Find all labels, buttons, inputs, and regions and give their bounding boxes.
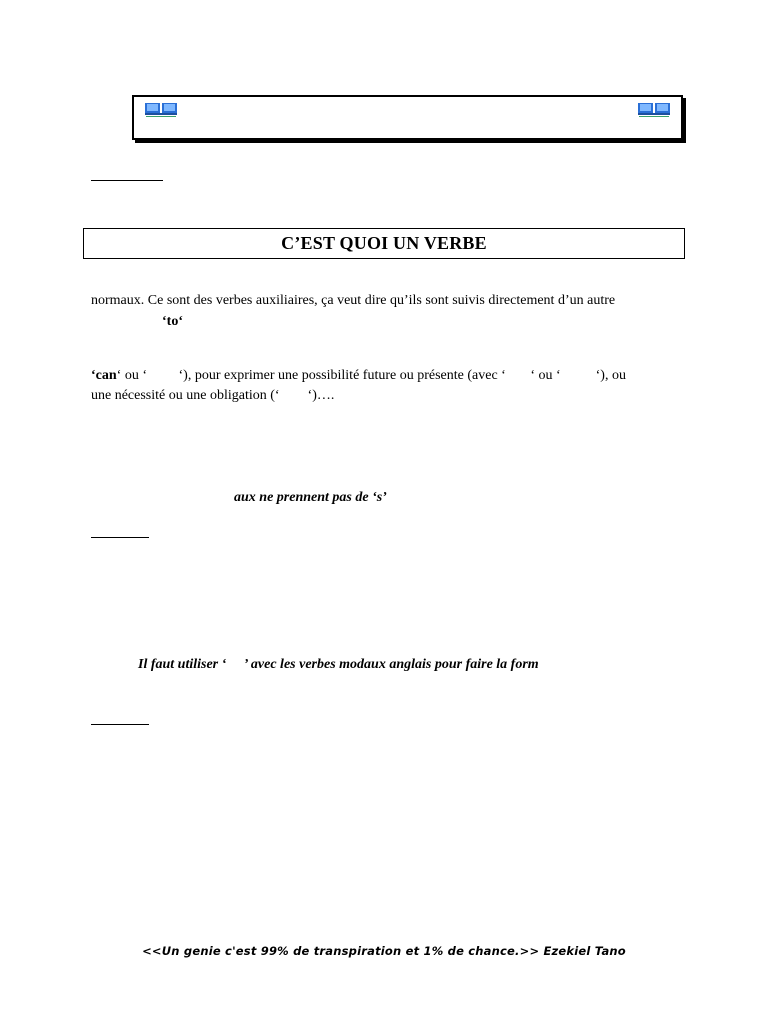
footer-quote: <<Un genie c'est 99% de transpiration et 1% de chance.>> Ezekiel Tano [142,944,626,958]
section-underline [91,537,149,538]
page-title: C’EST QUOI UN VERBE [83,228,685,259]
rule-note: aux ne prennent pas de ‘s’ [234,490,387,505]
negation-note: Il faut utiliser ‘ ’ avec les verbes modaux anglais pour faire la form [138,657,539,672]
section-underline [91,724,149,725]
paragraph-2-line-1 [91,366,626,386]
paragraph-2-line-2: une nécessité ou une obligation (‘ ‘)…. [91,388,335,403]
paragraph-1-line-1: normaux. Ce sont des verbes auxiliaires, ça veut dire qu’ils sont suivis directement d’un autre [91,293,616,308]
can-keyword: ‘can [91,368,117,383]
section-underline [91,180,163,181]
book-logo-icon [144,101,178,119]
paragraph-2-line-1-rest: ‘ ou ‘ ‘), pour exprimer une possibilité future ou présente (avec ‘ ‘ ou ‘ ‘), ou [116,368,626,383]
book-logo-icon [637,101,671,119]
paragraph-1-to: ‘to‘ [162,314,183,329]
header-banner [132,95,683,140]
